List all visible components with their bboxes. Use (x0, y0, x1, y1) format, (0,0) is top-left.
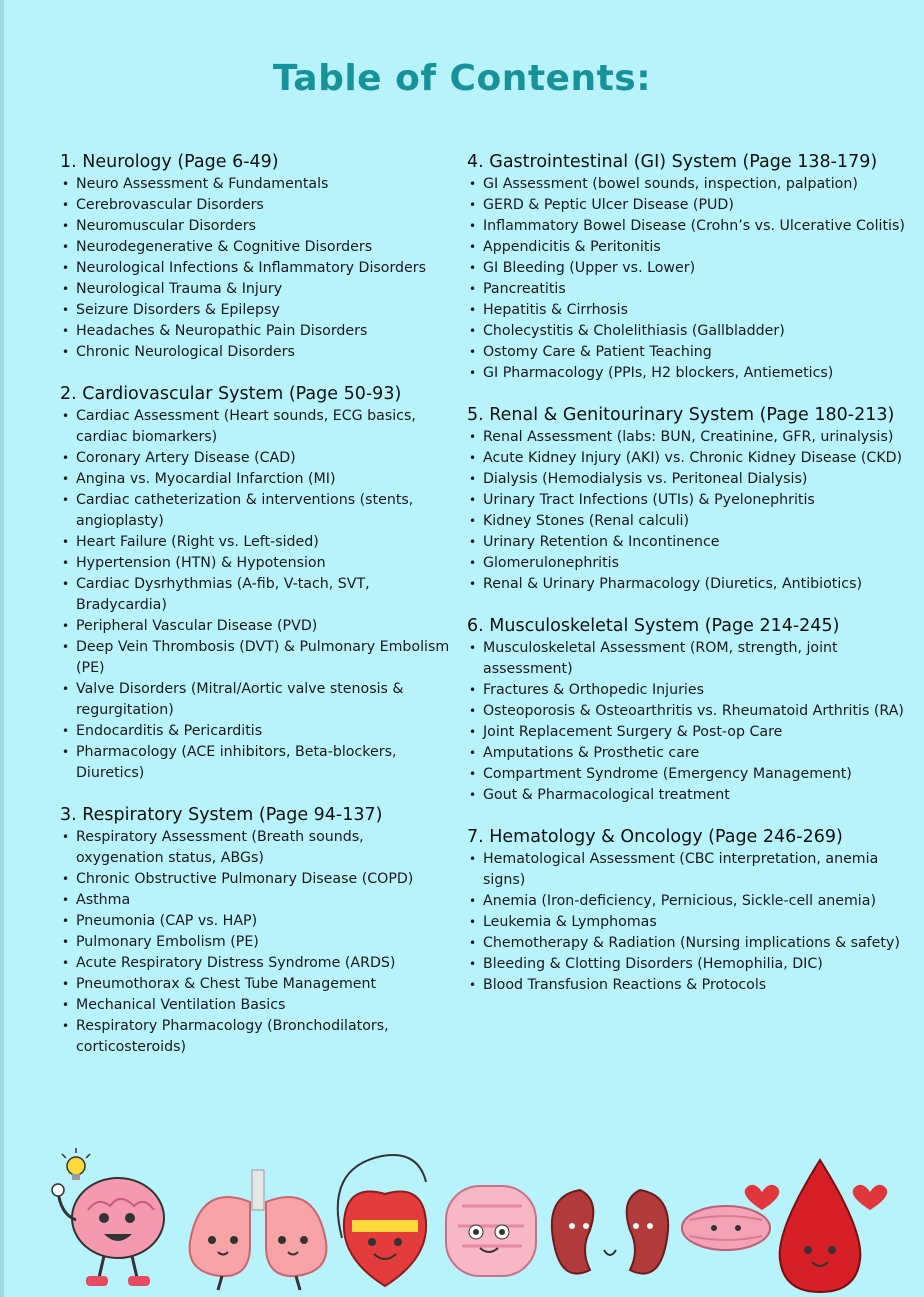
list-item: • Headaches & Neuropathic Pain Disorders (60, 321, 455, 342)
list-item: • Appendicitis & Peritonitis (467, 237, 917, 258)
section-heading: 6. Musculoskeletal System (Page 214-245) (467, 616, 840, 636)
section-gastrointestinal (467, 150, 917, 384)
section-heading: 3. Respiratory System (Page 94-137) (60, 805, 383, 825)
section-respiratory (60, 803, 455, 1058)
list-item: • GERD & Peptic Ulcer Disease (PUD) (467, 195, 917, 216)
list-item: • Cardiac Dysrhythmias (A-fib, V-tach, SVT, Bradycardia) (60, 574, 455, 616)
list-item: • GI Assessment (bowel sounds, inspection, palpation) (467, 174, 917, 195)
list-item: • Blood Transfusion Reactions & Protocols (467, 975, 917, 996)
section-heading: 4. Gastrointestinal (GI) System (Page 138-179) (467, 152, 878, 172)
list-item: • Peripheral Vascular Disease (PVD) (60, 616, 455, 637)
list-item: • Chronic Obstructive Pulmonary Disease (COPD) (60, 869, 455, 890)
list-item: • Asthma (60, 890, 455, 911)
list-item: • Seizure Disorders & Epilepsy (60, 300, 455, 321)
section-heading: 7. Hematology & Oncology (Page 246-269) (467, 827, 843, 847)
list-item: • Musculoskeletal Assessment (ROM, strength, joint assessment) (467, 638, 917, 680)
list-item: • Endocarditis & Pericarditis (60, 721, 455, 742)
organ-mascots (0, 1140, 924, 1297)
list-item: • Renal Assessment (labs: BUN, Creatinine, GFR, urinalysis) (467, 427, 917, 448)
list-item: • Urinary Tract Infections (UTIs) & Pyelonephritis (467, 490, 917, 511)
list-item: • Neuro Assessment & Fundamentals (60, 174, 455, 195)
topic-list (60, 174, 455, 363)
list-item: • Valve Disorders (Mitral/Aortic valve stenosis & regurgitation) (60, 679, 455, 721)
list-item: • Heart Failure (Right vs. Left-sided) (60, 532, 455, 553)
list-item: • GI Bleeding (Upper vs. Lower) (467, 258, 917, 279)
list-item: • Mechanical Ventilation Basics (60, 995, 455, 1016)
list-item: • Dialysis (Hemodialysis vs. Peritoneal Dialysis) (467, 469, 917, 490)
kidneys-mascot-icon (552, 1190, 668, 1274)
list-item: • Cerebrovascular Disorders (60, 195, 455, 216)
section-renal (467, 403, 917, 595)
muscle-mascot-icon (682, 1206, 770, 1250)
left-column (60, 150, 455, 1077)
brain-mascot-icon (52, 1148, 164, 1286)
list-item: • Chronic Neurological Disorders (60, 342, 455, 363)
list-item: • Neurological Trauma & Injury (60, 279, 455, 300)
list-item: • Kidney Stones (Renal calculi) (467, 511, 917, 532)
section-cardiovascular (60, 382, 455, 784)
list-item: • Acute Respiratory Distress Syndrome (ARDS) (60, 953, 455, 974)
list-item: • Pharmacology (ACE inhibitors, Beta-blockers, Diuretics) (60, 742, 455, 784)
list-item: • Acute Kidney Injury (AKI) vs. Chronic Kidney Disease (CKD) (467, 448, 917, 469)
intestine-mascot-icon (446, 1186, 536, 1276)
page-title: Table of Contents: (272, 58, 652, 99)
list-item: • Amputations & Prosthetic care (467, 743, 917, 764)
section-hematology (467, 825, 917, 996)
section-neurology (60, 150, 455, 363)
list-item: • Respiratory Pharmacology (Bronchodilators, corticosteroids) (60, 1016, 455, 1058)
list-item: • Chemotherapy & Radiation (Nursing implications & safety) (467, 933, 917, 954)
list-item: • Respiratory Assessment (Breath sounds, oxygenation status, ABGs) (60, 827, 455, 869)
list-item: • Angina vs. Myocardial Infarction (MI) (60, 469, 455, 490)
page-edge (0, 0, 4, 1297)
list-item: • Pneumothorax & Chest Tube Management (60, 974, 455, 995)
section-heading: 1. Neurology (Page 6-49) (60, 152, 279, 172)
list-item: • Pancreatitis (467, 279, 917, 300)
list-item: • Coronary Artery Disease (CAD) (60, 448, 455, 469)
list-item: • Ostomy Care & Patient Teaching (467, 342, 917, 363)
list-item: • Neurodegenerative & Cognitive Disorders (60, 237, 455, 258)
list-item: • Hypertension (HTN) & Hypotension (60, 553, 455, 574)
topic-list (60, 406, 455, 784)
list-item: • Cardiac Assessment (Heart sounds, ECG basics, cardiac biomarkers) (60, 406, 455, 448)
list-item: • Compartment Syndrome (Emergency Management) (467, 764, 917, 785)
list-item: • Deep Vein Thrombosis (DVT) & Pulmonary Embolism (PE) (60, 637, 455, 679)
list-item: • Renal & Urinary Pharmacology (Diuretics, Antibiotics) (467, 574, 917, 595)
section-musculoskeletal (467, 614, 917, 806)
topic-list (467, 427, 917, 595)
topic-list (467, 849, 917, 996)
list-item: • Leukemia & Lymphomas (467, 912, 917, 933)
section-heading: 2. Cardiovascular System (Page 50-93) (60, 384, 402, 404)
list-item: • GI Pharmacology (PPIs, H2 blockers, Antiemetics) (467, 363, 917, 384)
list-item: • Osteoporosis & Osteoarthritis vs. Rheumatoid Arthritis (RA) (467, 701, 917, 722)
list-item: • Neuromuscular Disorders (60, 216, 455, 237)
list-item: • Neurological Infections & Inflammatory Disorders (60, 258, 455, 279)
list-item: • Urinary Retention & Incontinence (467, 532, 917, 553)
topic-list (60, 827, 455, 1058)
list-item: • Cardiac catheterization & interventions (stents, angioplasty) (60, 490, 455, 532)
list-item: • Pulmonary Embolism (PE) (60, 932, 455, 953)
right-column (467, 150, 917, 1015)
list-item: • Hepatitis & Cirrhosis (467, 300, 917, 321)
list-item: • Glomerulonephritis (467, 553, 917, 574)
list-item: • Bleeding & Clotting Disorders (Hemophilia, DIC) (467, 954, 917, 975)
section-heading: 5. Renal & Genitourinary System (Page 180-213) (467, 405, 895, 425)
lungs-mascot-icon (190, 1170, 327, 1290)
list-item: • Pneumonia (CAP vs. HAP) (60, 911, 455, 932)
list-item: • Joint Replacement Surgery & Post-op Care (467, 722, 917, 743)
list-item: • Hematological Assessment (CBC interpretation, anemia signs) (467, 849, 917, 891)
list-item: • Gout & Pharmacological treatment (467, 785, 917, 806)
list-item: • Anemia (Iron-deficiency, Pernicious, Sickle-cell anemia) (467, 891, 917, 912)
heart-mascot-icon (338, 1155, 426, 1286)
topic-list (467, 638, 917, 806)
topic-list (467, 174, 917, 384)
list-item: • Cholecystitis & Cholelithiasis (Gallbladder) (467, 321, 917, 342)
list-item: • Inflammatory Bowel Disease (Crohn’s vs. Ulcerative Colitis) (467, 216, 917, 237)
list-item: • Fractures & Orthopedic Injuries (467, 680, 917, 701)
